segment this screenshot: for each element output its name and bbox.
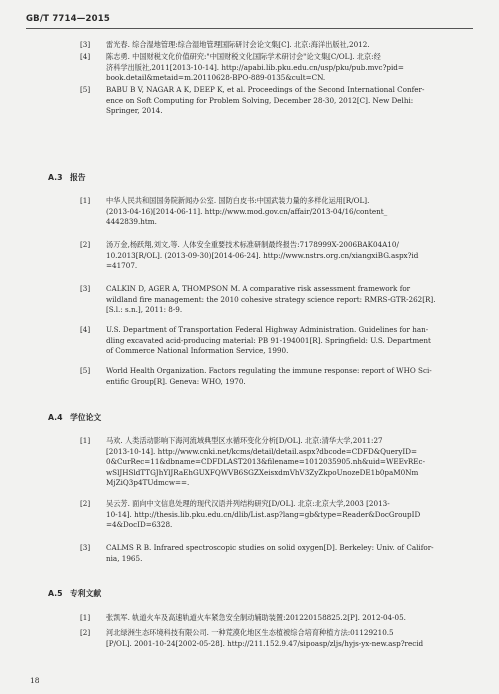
reference-index: [5] bbox=[80, 85, 91, 94]
reference-item bbox=[80, 613, 476, 624]
section-number: A.3 bbox=[48, 173, 63, 182]
reference-item bbox=[80, 628, 476, 649]
standard-number: GB/T 7714—2015 bbox=[26, 14, 110, 24]
reference-item bbox=[80, 52, 476, 84]
header-rule bbox=[26, 28, 473, 29]
reference-item bbox=[80, 240, 476, 272]
reference-index: [2] bbox=[80, 499, 91, 508]
section-number: A.4 bbox=[48, 413, 63, 422]
reference-text: 马欢. 人类活动影响下海河流域典型区水循环变化分析[D/OL]. 北京:清华大学,2011:27 [2013-10-14]. http://www.cnki.net/kcms/detail/detail.aspx?dbcode=CDFD&QueryID= 0&CurRec=11&dbname=CDFDLAST2013&filename=1012035905.nh&uid=WEEvREc- wSlJHSldTTGJhYlJRaEhGUXFQWVB6SGZXeisxdmVhV3ZyZkpoUnozeDE1b0paM0Nm MjZiQ3p4TUdmcw==. bbox=[106, 436, 426, 488]
reference-text: U.S. Department of Transportation Federal Highway Administration. Guidelines for han- dling excavated acid-producing material: PB 91-194001[R]. Springfield: U.S. Department of Commerce National Information Service, 1990. bbox=[106, 325, 431, 356]
reference-index: [1] bbox=[80, 196, 91, 205]
reference-text: 陈志勇. 中国财税文化价值研究:"中国财税文化国际学术研讨会"论文集[C/OL]. 北京:经 济科学出版社,2011[2013-10-14]. http://apabi.lib.pku.edu.cn/usp/pku/pub.mvc?pid= book.detail&metaid=m.20110628-BPO-889-0135&cult=CN. bbox=[106, 52, 404, 83]
reference-text: 雷光春. 综合湿地管理:综合湿地管理国际研讨会论文集[C]. 北京:海洋出版社,2012. bbox=[106, 40, 370, 49]
section-title: 报告 bbox=[70, 173, 86, 182]
reference-text: 中华人民共和国国务院新闻办公室. 国防白皮书:中国武装力量的多样化运用[R/OL]. (2013-04-16)[2014-06-11]. http://www.mod.gov.cn/affair/2013-04/16/content_ 4442839.htm. bbox=[106, 196, 388, 227]
reference-item bbox=[80, 366, 476, 387]
section-title: 专利文献 bbox=[70, 589, 102, 598]
reference-index: [5] bbox=[80, 366, 91, 375]
reference-index: [3] bbox=[80, 284, 91, 293]
reference-index: [3] bbox=[80, 40, 91, 49]
reference-index: [1] bbox=[80, 436, 91, 445]
reference-text: 吴云芳. 面向中文信息处理的现代汉语并列结构研究[D/OL]. 北京:北京大学,2003 [2013- 10-14]. http://thesis.lib.pku.edu.cn/dlib/List.asp?lang=gb&type=Reader&DocGroupID =4&DocID=6328. bbox=[106, 499, 421, 530]
reference-item bbox=[80, 499, 476, 531]
section-title: 学位论文 bbox=[70, 413, 102, 422]
reference-index: [1] bbox=[80, 613, 91, 622]
reference-item bbox=[80, 543, 476, 564]
reference-index: [2] bbox=[80, 240, 91, 249]
section-heading bbox=[48, 588, 101, 599]
section-heading bbox=[48, 172, 86, 183]
reference-text: 河北绿洲生态环境科技有限公司. 一种荒漠化地区生态植被综合培育种植方法:01129210.5 [P/OL]. 2001-10-24[2002-05-28]. http://211.152.9.47/sipoasp/zljs/hyjs-yx-new.asp?recid bbox=[106, 628, 424, 648]
reference-text: World Health Organization. Factors regulating the immune response: report of WHO Sci- entific Group[R]. Geneva: WHO, 1970. bbox=[106, 366, 432, 386]
section-heading bbox=[48, 412, 101, 423]
reference-text: BABU B V, NAGAR A K, DEEP K, et al. Proceedings of the Second International Confer- ence on Soft Computing for Problem Solving, December 28-30, 2012[C]. New Delhi: Springer, 2014. bbox=[106, 85, 425, 116]
reference-text: CALKIN D, AGER A, THOMPSON M. A comparative risk assessment framework for wildland fire management: the 2010 cohesive strategy science report: RMRS-GTR-262[R]. [S.l.: s.n.], 2011: 8-9. bbox=[106, 284, 436, 315]
reference-item bbox=[80, 85, 476, 117]
reference-text: 汤万金,杨跃翔,刘文,等. 人体安全重要技术标准研制最终报告:7178999X-2006BAK04A10/ 10.2013[R/OL]. (2013-09-30)[2014-06-24]. http://www.nstrs.org.cn/xiangxiBG.aspx?id =41707. bbox=[106, 240, 419, 271]
page-number: 18 bbox=[30, 676, 40, 685]
reference-item bbox=[80, 196, 476, 228]
section-number: A.5 bbox=[48, 589, 63, 598]
reference-index: [2] bbox=[80, 628, 91, 637]
reference-item bbox=[80, 436, 476, 489]
reference-index: [4] bbox=[80, 325, 91, 334]
reference-item bbox=[80, 284, 476, 316]
reference-text: 张凯军. 轨道火车及高速轨道火车紧急安全制动辅助装置:201220158825.2[P]. 2012-04-05. bbox=[106, 613, 406, 622]
reference-index: [4] bbox=[80, 52, 91, 61]
reference-item bbox=[80, 325, 476, 357]
reference-item bbox=[80, 40, 476, 51]
reference-text: CALMS R B. Infrared spectroscopic studies on solid oxygen[D]. Berkeley: Univ. of Califor- nia, 1965. bbox=[106, 543, 434, 563]
reference-index: [3] bbox=[80, 543, 91, 552]
